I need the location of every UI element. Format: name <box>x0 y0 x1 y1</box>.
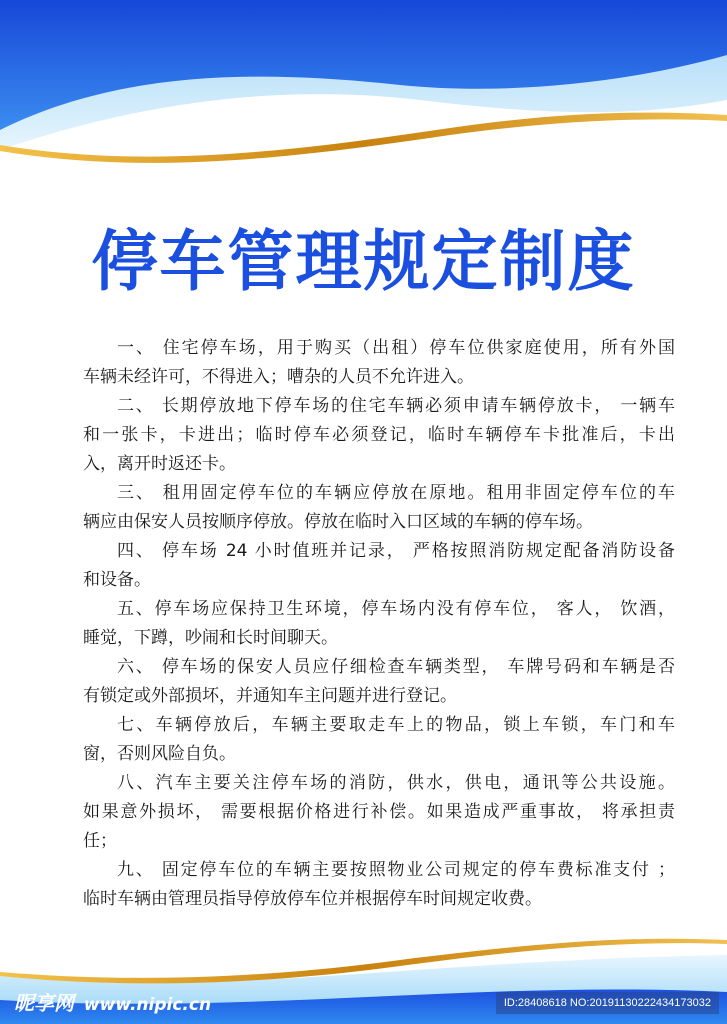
regulation-line: 七、车辆停放后，车辆主要取走车上的物品，锁上车锁，车门和车 <box>117 715 675 735</box>
watermark-brand: 昵享网 <box>14 991 74 1015</box>
regulation-line: 和设备。 <box>83 570 151 590</box>
regulation-paragraph <box>83 479 675 537</box>
regulation-line: 三、 租用固定停车位的车辆应停放在原地。租用非固定停车位的车 <box>117 483 675 503</box>
regulation-paragraph <box>83 595 675 653</box>
regulation-paragraph <box>83 856 675 914</box>
regulation-line: 四、 停车场 24 小时值班并记录， 严格按照消防规定配备消防设备 <box>117 541 675 561</box>
regulation-line: 临时车辆由管理员指导停放停车位并根据停车时间规定收费。 <box>83 889 542 909</box>
regulation-line: 和一张卡，卡进出；临时停车必须登记，临时车辆停车卡批准后，卡出 <box>83 425 675 445</box>
regulation-paragraph <box>83 537 675 595</box>
regulation-line: 任； <box>83 831 117 851</box>
regulation-line: 六、 停车场的保安人员应仔细检查车辆类型， 车牌号码和车辆是否 <box>117 657 675 677</box>
regulations-body <box>83 334 675 914</box>
watermark-url: www.nipic.cn <box>83 995 212 1015</box>
regulation-line: 五、停车场应保持卫生环境，停车场内没有停车位， 客人， 饮酒， <box>117 599 675 619</box>
regulation-line: 窗，否则风险自负。 <box>83 744 236 764</box>
page-title: 停车管理规定制度 <box>91 223 636 300</box>
regulation-paragraph <box>83 334 675 392</box>
watermark-logo <box>14 987 211 1016</box>
image-id-label: ID:28408618 NO:20191130222434173032 <box>496 992 719 1014</box>
regulation-paragraph <box>83 769 675 856</box>
regulation-line: 入，离开时返还卡。 <box>83 454 236 474</box>
regulation-line: 如果意外损坏， 需要根据价格进行补偿。如果造成严重事故， 将承担责 <box>83 802 675 822</box>
regulation-line: 一、 住宅停车场，用于购买（出租）停车位供家庭使用，所有外国 <box>117 338 675 358</box>
regulation-paragraph <box>83 711 675 769</box>
regulation-line: 睡觉，下蹲，吵闹和长时间聊天。 <box>83 628 338 648</box>
regulation-paragraph <box>83 653 675 711</box>
top-wave-decoration <box>0 0 727 175</box>
regulation-line: 八、汽车主要关注停车场的消防，供水，供电，通讯等公共设施。 <box>117 773 675 793</box>
regulation-line: 辆应由保安人员按顺序停放。停放在临时入口区域的车辆的停车场。 <box>83 512 593 532</box>
regulation-line: 二、 长期停放地下停车场的住宅车辆必须申请车辆停放卡， 一辆车 <box>117 396 675 416</box>
regulation-line: 车辆未经许可，不得进入；嘈杂的人员不允许进入。 <box>83 367 474 387</box>
regulation-line: 九、 固定停车位的车辆主要按照物业公司规定的停车费标准支付 ； <box>117 860 675 880</box>
regulation-paragraph <box>83 392 675 479</box>
regulation-line: 有锁定或外部损坏，并通知车主问题并进行登记。 <box>83 686 457 706</box>
